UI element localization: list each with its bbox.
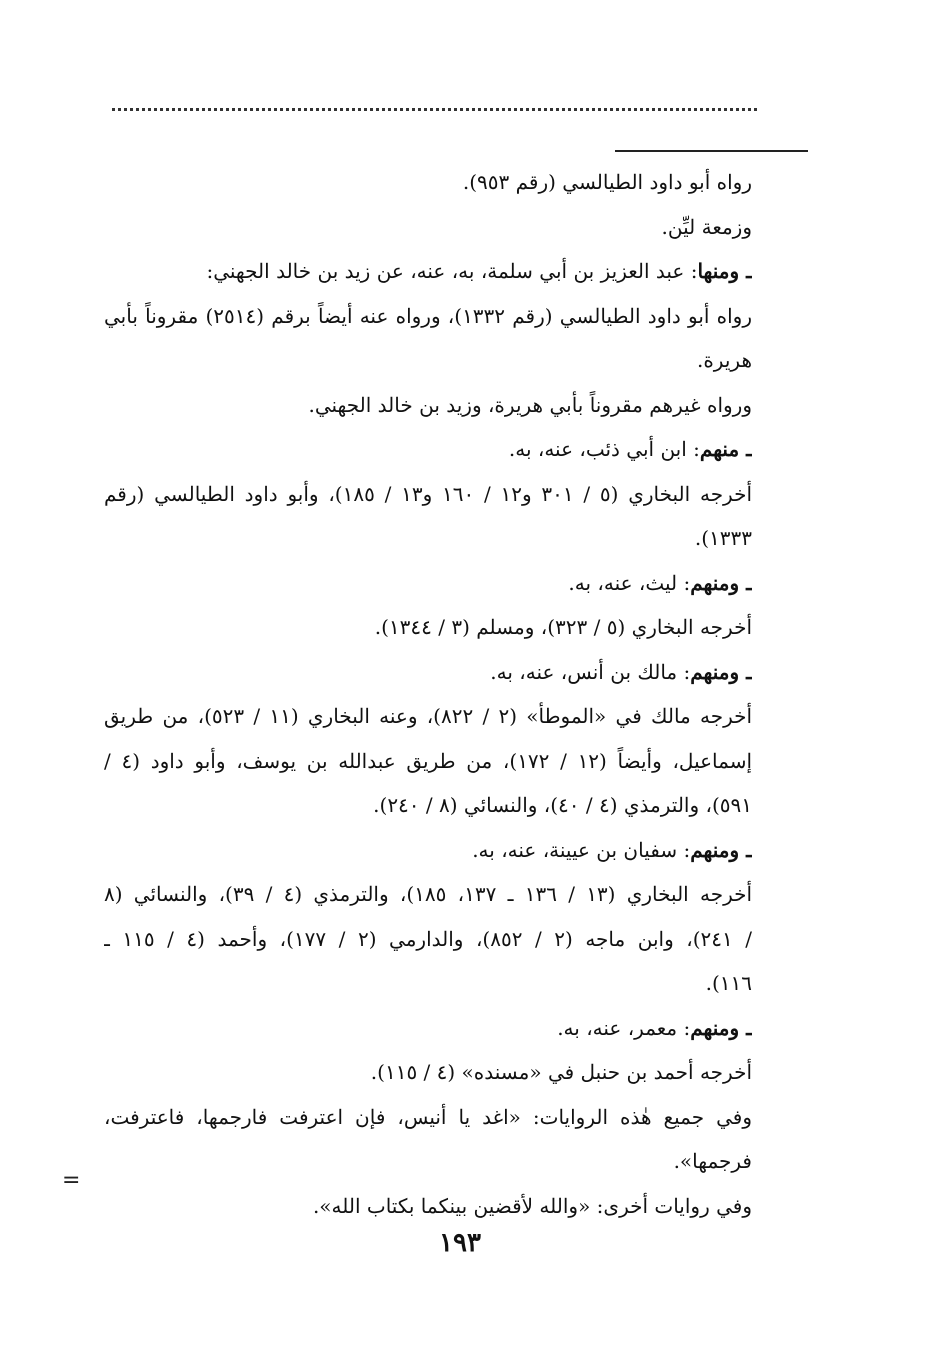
line-text: أخرجه البخاري (٥ / ٣٠١ و١٢ / ١٦٠ و١٣ / ١٨٥)، وأبو داود الطيالسي (رقم (104, 481, 752, 506)
text-line (104, 1139, 752, 1184)
text-line (104, 338, 752, 383)
text-line (104, 427, 752, 472)
line-text: : ابن أبي ذئب، عنه، به. (508, 437, 700, 461)
line-text: : عبد العزيز بن أبي سلمة، به، عنه، عن زيد بن خالد الجهني: (206, 259, 698, 283)
text-line (104, 249, 752, 294)
text-line (104, 1184, 752, 1229)
line-text: رواه أبو داود الطيالسي (رقم ١٣٣٢)، ورواه عنه أيضاً برقم (٢٥١٤) مقروناً بأبي (104, 303, 752, 328)
text-line (104, 872, 752, 917)
line-text: أخرجه مالك في «الموطأ» (٢ / ٨٢٢)، وعنه البخاري (١١ / ٥٢٣)، من طريق (104, 704, 752, 728)
line-lead: ـ ومنهم (690, 659, 752, 684)
text-line (104, 828, 752, 873)
text-line (104, 205, 752, 250)
text-line (104, 516, 752, 561)
page-number: ١٩٣ (439, 1228, 481, 1258)
line-lead: ـ ومنهم (690, 837, 752, 862)
footnote-rule (615, 150, 808, 152)
text-line (104, 917, 752, 962)
text-line (104, 650, 752, 695)
line-text: وفي جميع هٰذه الروايات: «اغد يا أنيس، فإن اعترفت فارجمها، فاعترفت، (104, 1104, 752, 1129)
text-line (104, 160, 752, 205)
line-text: ١٣٣٣). (694, 526, 752, 550)
line-text: / ٢٤١)، وابن ماجه (٢ / ٨٥٢)، والدارمي (٢ / ١٧٧)، وأحمد (٤ / ١١٥ ـ (104, 926, 752, 951)
text-line (104, 1095, 752, 1140)
text-line (104, 561, 752, 606)
line-text: وزمعة ليِّن. (661, 214, 752, 239)
dotted-separator (112, 108, 757, 119)
line-text: : معمر، عنه، به. (557, 1015, 691, 1040)
line-text: : سفيان بن عيينة، عنه، به. (472, 837, 691, 862)
text-line (104, 694, 752, 739)
line-text: أخرجه البخاري (١٣ / ١٣٦ ـ ١٣٧، ١٨٥)، والترمذي (٤ / ٣٩)، والنسائي (٨ (104, 882, 752, 906)
line-text: رواه أبو داود الطيالسي (رقم ٩٥٣). (462, 170, 752, 194)
line-lead: ـ ومنها (697, 259, 752, 283)
line-text: أخرجه أحمد بن حنبل في «مسنده» (٤ / ١١٥). (370, 1060, 752, 1084)
text-line (104, 294, 752, 339)
text-line (104, 739, 752, 784)
line-lead: ـ ومنهم (690, 1015, 752, 1040)
line-text: فرجمها». (673, 1149, 752, 1173)
line-text: أخرجه البخاري (٥ / ٣٢٣)، ومسلم (٣ / ١٣٤٤). (374, 615, 752, 639)
text-line (104, 605, 752, 650)
line-text: وفي روايات أخرى: «والله لأقضين بينكما بكتاب الله». (312, 1193, 752, 1218)
text-line (104, 1006, 752, 1051)
line-text: : ليث، عنه، به. (568, 570, 691, 595)
line-text: ٥٩١)، والترمذي (٤ / ٤٠)، والنسائي (٨ / ٢٤٠). (373, 793, 752, 817)
line-lead: ـ منهم (699, 437, 752, 461)
text-line (104, 783, 752, 828)
footnote-text (104, 160, 752, 1228)
continuation-mark: = (62, 1168, 81, 1193)
line-lead: ـ ومنهم (690, 570, 752, 595)
line-text: ورواه غيرهم مقروناً بأبي هريرة، وزيد بن خالد الجهني. (308, 392, 752, 417)
line-text: ١١٦). (705, 971, 752, 995)
text-line (104, 383, 752, 428)
line-text: هريرة. (696, 348, 752, 372)
text-line (104, 1050, 752, 1095)
line-text: : مالك بن أنس، عنه، به. (490, 659, 691, 684)
text-line (104, 472, 752, 517)
text-line (104, 961, 752, 1006)
line-text: إسماعيل، وأيضاً (١٢ / ١٧٢)، من طريق عبدالله بن يوسف، وأبو داود (٤ / (104, 748, 752, 773)
